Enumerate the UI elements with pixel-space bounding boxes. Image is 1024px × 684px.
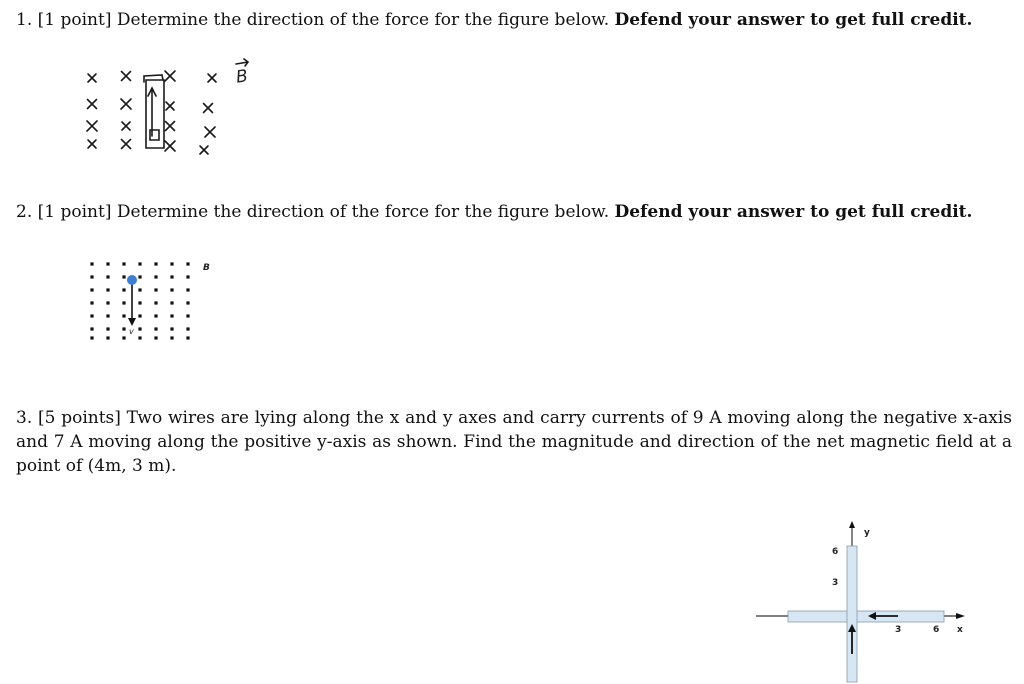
x-tick-3: 3 (895, 625, 902, 635)
field-dot (170, 262, 173, 265)
current-arrow-up (148, 88, 156, 136)
field-dot (90, 314, 93, 317)
field-dot (90, 288, 93, 291)
field-dot (122, 275, 125, 278)
field-dot (186, 301, 189, 304)
field-dot (138, 314, 141, 317)
field-dot (106, 262, 109, 265)
field-dot (90, 275, 93, 278)
field-dot (170, 336, 173, 339)
field-cross (205, 127, 215, 137)
x-axis-arrowhead (956, 613, 965, 619)
field-dot (106, 314, 109, 317)
question-1 (16, 8, 1012, 32)
field-dot (106, 327, 109, 330)
field-dot (154, 327, 157, 330)
field-dot (138, 327, 141, 330)
field-dot (154, 336, 157, 339)
field-cross (166, 122, 175, 131)
field-dot (186, 327, 189, 330)
question-number: 1. (16, 10, 33, 30)
field-cross (88, 140, 96, 148)
field-dot (154, 301, 157, 304)
field-cross (88, 74, 96, 82)
field-cross (87, 121, 97, 131)
field-dot (170, 301, 173, 304)
field-dot (170, 314, 173, 317)
field-cross (208, 74, 216, 82)
question-points: [5 points] (38, 408, 121, 428)
velocity-label: v (129, 327, 134, 336)
field-cross (204, 104, 213, 113)
field-dot (106, 275, 109, 278)
field-dot (186, 314, 189, 317)
y-tick-6: 6 (832, 547, 839, 557)
field-dot (106, 336, 109, 339)
field-dot (186, 275, 189, 278)
field-cross (165, 71, 175, 81)
question-3 (16, 406, 1012, 478)
field-dot (138, 301, 141, 304)
y-axis-label: y (864, 528, 870, 538)
field-dot (122, 314, 125, 317)
y-tick-3: 3 (832, 578, 839, 588)
question-text: Two wires are lying along the x and y axes and carry currents of 9 A moving along the negative x-axis and 7 A moving along the positive y-axis as shown. Find the magnitude and direction of the net magnetic field at a point of (4m, 3 m). (16, 408, 1013, 476)
question-text: Determine the direction of the force for the figure below. (116, 202, 610, 222)
question-number: 2. (16, 202, 33, 222)
x-tick-6: 6 (933, 625, 940, 635)
field-dot (138, 262, 141, 265)
field-dot (138, 288, 141, 291)
field-dot (170, 288, 173, 291)
field-dot (154, 262, 157, 265)
field-dot (186, 288, 189, 291)
field-dot (90, 262, 93, 265)
field-cross (165, 141, 175, 151)
field-dot (122, 288, 125, 291)
wire-along-x-axis (788, 611, 944, 622)
field-dot (170, 327, 173, 330)
field-dot (154, 288, 157, 291)
field-cross (122, 140, 131, 149)
field-cross (166, 102, 174, 110)
field-cross (122, 122, 130, 130)
field-dot (106, 301, 109, 304)
field-dot (90, 327, 93, 330)
field-dots (90, 262, 189, 339)
question-emphasis: Defend your answer to get full credit. (614, 202, 973, 222)
field-dot (122, 301, 125, 304)
field-dot (106, 288, 109, 291)
field-cross (122, 72, 131, 81)
field-dot (138, 336, 141, 339)
x-axis-label: x (957, 625, 963, 635)
field-dot (122, 262, 125, 265)
field-dot (186, 336, 189, 339)
figure-3-crossed-wires (752, 518, 974, 684)
field-dot (186, 262, 189, 265)
question-number: 3. (16, 408, 33, 428)
y-axis-arrowhead (849, 521, 855, 528)
field-dot (154, 314, 157, 317)
question-text: Determine the direction of the force for the figure below. (116, 10, 610, 30)
question-points: [1 point] (37, 10, 112, 30)
question-points: [1 point] (37, 202, 112, 222)
figure-1-magnetic-field-into-page (80, 58, 260, 162)
field-cross (200, 146, 208, 154)
field-cross (88, 100, 97, 109)
field-dot (90, 301, 93, 304)
field-label: B (203, 263, 210, 273)
conductor-loop (146, 80, 164, 148)
figure-2-magnetic-field-out-of-page (86, 256, 226, 346)
field-label: B (234, 66, 250, 88)
field-dot (154, 275, 157, 278)
field-dot (122, 336, 125, 339)
field-dot (138, 275, 141, 278)
field-vector-arrow (236, 59, 248, 66)
question-2 (16, 200, 1012, 224)
wire-along-y-axis (847, 546, 857, 682)
question-emphasis: Defend your answer to get full credit. (614, 10, 973, 30)
loop-top-tab (144, 75, 163, 82)
field-dot (122, 327, 125, 330)
velocity-vector-arrowhead (128, 318, 136, 326)
field-cross (121, 99, 131, 109)
field-dot (170, 275, 173, 278)
charged-particle (127, 275, 137, 285)
field-dot (90, 336, 93, 339)
